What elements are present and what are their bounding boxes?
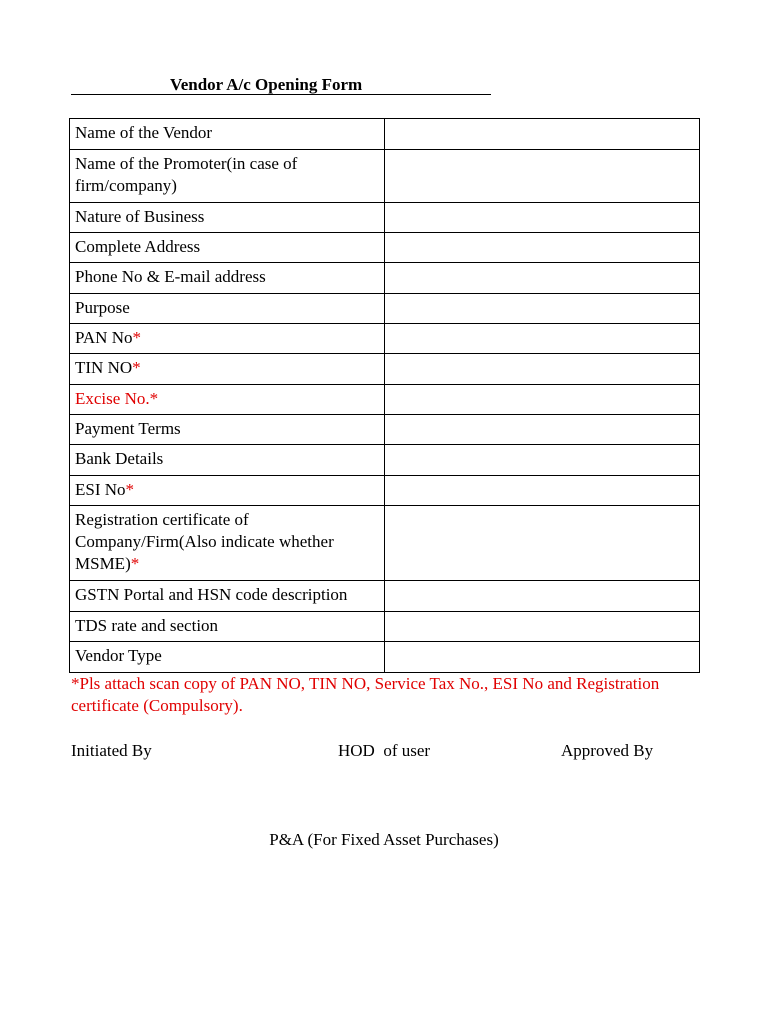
form-row: [70, 506, 700, 581]
required-marker: *: [132, 328, 141, 347]
field-label-cell: [70, 233, 385, 263]
field-value-cell[interactable]: [385, 581, 700, 612]
field-value-cell[interactable]: [385, 324, 700, 354]
hod-of-user-label: HOD of user: [338, 741, 431, 760]
field-label: TIN NO: [75, 358, 133, 377]
field-label-cell: [70, 445, 385, 476]
field-label: ESI No: [75, 480, 126, 499]
field-label-cell: [70, 294, 385, 324]
field-value-cell[interactable]: [385, 150, 700, 203]
field-label-cell: [70, 506, 385, 581]
field-label: Excise No.: [75, 389, 150, 408]
field-label: Payment Terms: [75, 419, 181, 438]
field-value-cell[interactable]: [385, 263, 700, 294]
field-value-cell[interactable]: [385, 476, 700, 506]
form-row: [70, 476, 700, 506]
field-value-cell[interactable]: [385, 385, 700, 415]
field-label: Name of the Vendor: [75, 123, 213, 142]
field-label-cell: [70, 476, 385, 506]
field-label: PAN No: [75, 328, 133, 347]
field-label-cell: [70, 385, 385, 415]
field-value-cell[interactable]: [385, 119, 700, 150]
field-value-cell[interactable]: [385, 203, 700, 233]
field-label-cell: [70, 150, 385, 203]
field-label: Phone No & E-mail address: [75, 267, 266, 286]
form-row: [70, 119, 700, 150]
required-marker: *: [149, 389, 159, 408]
approved-by-label: Approved By: [561, 741, 654, 760]
form-row: [70, 581, 700, 612]
field-label-cell: [70, 642, 385, 673]
field-value-cell[interactable]: [385, 294, 700, 324]
field-label-cell: [70, 263, 385, 294]
field-label: TDS rate and section: [75, 616, 219, 635]
form-row: [70, 294, 700, 324]
required-marker: *: [132, 358, 141, 377]
form-row: [70, 445, 700, 476]
field-label-cell: [70, 324, 385, 354]
field-label: Bank Details: [75, 449, 164, 468]
field-value-cell[interactable]: [385, 233, 700, 263]
field-label-cell: [70, 415, 385, 445]
field-label: Vendor Type: [75, 646, 162, 665]
field-label-cell: [70, 612, 385, 642]
form-row: [70, 612, 700, 642]
form-title: Vendor A/c Opening Form: [170, 75, 363, 94]
form-row: [70, 324, 700, 354]
vendor-form-table: [69, 118, 700, 673]
required-marker: *: [130, 554, 140, 573]
form-row: [70, 642, 700, 673]
required-marker: *: [125, 480, 135, 499]
form-row: [70, 233, 700, 263]
field-label: Purpose: [75, 298, 130, 317]
field-value-cell[interactable]: [385, 445, 700, 476]
footer-text: P&A (For Fixed Asset Purchases): [269, 830, 499, 849]
field-value-cell[interactable]: [385, 642, 700, 673]
field-value-cell[interactable]: [385, 612, 700, 642]
attachment-note: *Pls attach scan copy of PAN NO, TIN NO, Service Tax No., ESI No and Registration certificate (Compulsory).: [71, 674, 660, 715]
field-label: Registration certificate of Company/Firm(Also indicate whether MSME): [75, 510, 334, 573]
field-value-cell[interactable]: [385, 415, 700, 445]
initiated-by-label: Initiated By: [71, 741, 152, 760]
field-value-cell[interactable]: [385, 506, 700, 581]
field-label-cell: [70, 354, 385, 385]
form-row: [70, 203, 700, 233]
field-label: Complete Address: [75, 237, 201, 256]
field-label: GSTN Portal and HSN code description: [75, 585, 348, 604]
form-row: [70, 385, 700, 415]
field-label-cell: [70, 119, 385, 150]
field-label: Nature of Business: [75, 207, 205, 226]
field-label-cell: [70, 203, 385, 233]
field-value-cell[interactable]: [385, 354, 700, 385]
form-row: [70, 263, 700, 294]
field-label: Name of the Promoter(in case of firm/company): [75, 154, 298, 195]
form-row: [70, 354, 700, 385]
form-row: [70, 150, 700, 203]
form-row: [70, 415, 700, 445]
field-label-cell: [70, 581, 385, 612]
